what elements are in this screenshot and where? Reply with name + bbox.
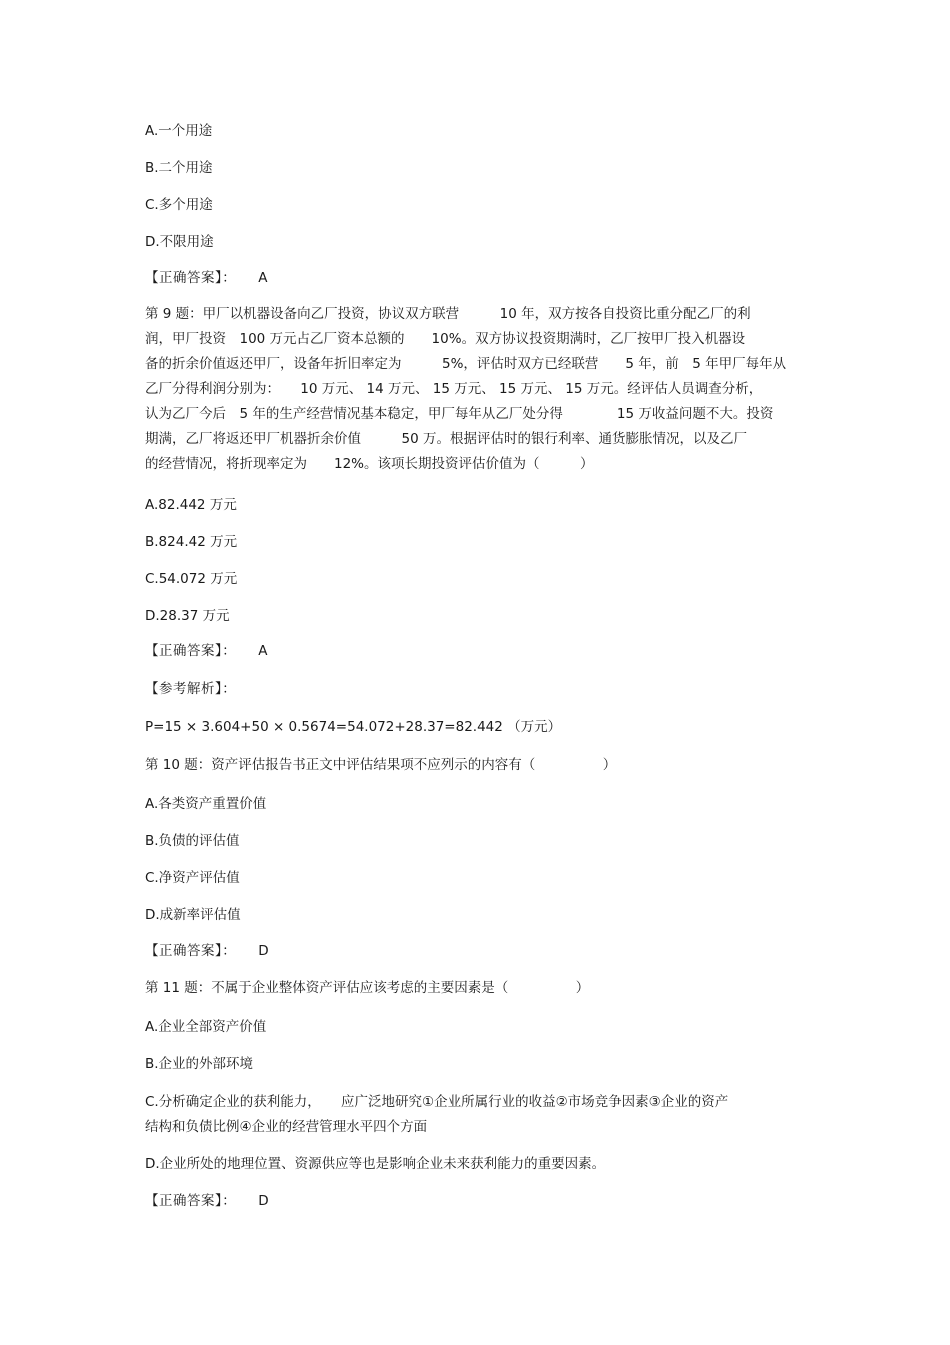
q10-answer-row — [145, 942, 269, 960]
q8-option-a: A.一个用途 — [145, 123, 213, 139]
q8-answer-row — [145, 269, 268, 287]
q9-line: 备的折余价值返还甲厂，设备年折旧率定为 5%，评估时双方已经联营 5 年，前 5 年甲厂每年从 — [145, 356, 787, 372]
q10-option-b: B.负债的评估值 — [145, 833, 240, 849]
q9-question — [145, 302, 805, 477]
q9-option-d: D.28.37 万元 — [145, 608, 230, 624]
q9-option-a: A.82.442 万元 — [145, 497, 237, 513]
q10-option-a: A.各类资产重置价值 — [145, 796, 267, 812]
answer-label: 【正确答案】： — [145, 943, 237, 959]
q9-line: 乙厂分得利润分别为： 10 万元、 14 万元、 15 万元、 15 万元、 15 万元。经评估人员调查分析， — [145, 381, 763, 397]
q11-option-c — [145, 1090, 805, 1140]
q9-analysis-formula: P=15 × 3.604+50 × 0.5674=54.072+28.37=82.442 （万元） — [145, 719, 562, 735]
q9-answer-row — [145, 642, 268, 660]
q11-option-a: A.企业全部资产价值 — [145, 1019, 267, 1035]
analysis-label: 【参考解析】： — [145, 681, 237, 697]
q11-option-c-line: 结构和负债比例④企业的经营管理水平四个方面 — [145, 1119, 428, 1135]
q8-option-d: D.不限用途 — [145, 234, 214, 250]
answer-label: 【正确答案】： — [145, 643, 237, 659]
q11-option-c-line: C.分析确定企业的获利能力， 应广泛地研究①企业所属行业的收益②市场竞争因素③企业的资产 — [145, 1094, 729, 1110]
answer-value: A — [258, 270, 268, 286]
q9-line: 第 9 题：甲厂以机器设备向乙厂投资，协议双方联营 10 年，双方按各自投资比重分配乙厂的利 — [145, 306, 751, 322]
answer-value: D — [258, 943, 269, 959]
answer-value: A — [258, 643, 268, 659]
q10-option-d: D.成新率评估值 — [145, 907, 241, 923]
q11-answer-row — [145, 1192, 269, 1210]
answer-label: 【正确答案】： — [145, 1193, 237, 1209]
q11-option-d: D.企业所处的地理位置、资源供应等也是影响企业未来获利能力的重要因素。 — [145, 1156, 606, 1172]
q10-option-c: C.净资产评估值 — [145, 870, 240, 886]
q10-question: 第 10 题：资产评估报告书正文中评估结果项不应列示的内容有（ ） — [145, 757, 617, 773]
q11-option-b: B.企业的外部环境 — [145, 1056, 254, 1072]
q9-option-b: B.824.42 万元 — [145, 534, 238, 550]
q9-analysis-label — [145, 680, 236, 698]
q9-line: 期满，乙厂将返还甲厂机器折余价值 50 万。根据评估时的银行利率、通货膨胀情况，以及乙厂 — [145, 431, 747, 447]
q9-line: 认为乙厂今后 5 年的生产经营情况基本稳定，甲厂每年从乙厂处分得 15 万收益问题不大。投资 — [145, 406, 774, 422]
answer-label: 【正确答案】： — [145, 270, 237, 286]
q8-option-b: B.二个用途 — [145, 160, 213, 176]
q9-line: 的经营情况，将折现率定为 12%。该项长期投资评估价值为（ ） — [145, 456, 594, 472]
q9-option-c: C.54.072 万元 — [145, 571, 238, 587]
answer-value: D — [258, 1193, 269, 1209]
q11-question: 第 11 题：不属于企业整体资产评估应该考虑的主要因素是（ ） — [145, 980, 590, 996]
q9-line: 润，甲厂投资 100 万元占乙厂资本总额的 10%。双方协议投资期满时，乙厂按甲厂投入机器设 — [145, 331, 746, 347]
q8-option-c: C.多个用途 — [145, 197, 213, 213]
